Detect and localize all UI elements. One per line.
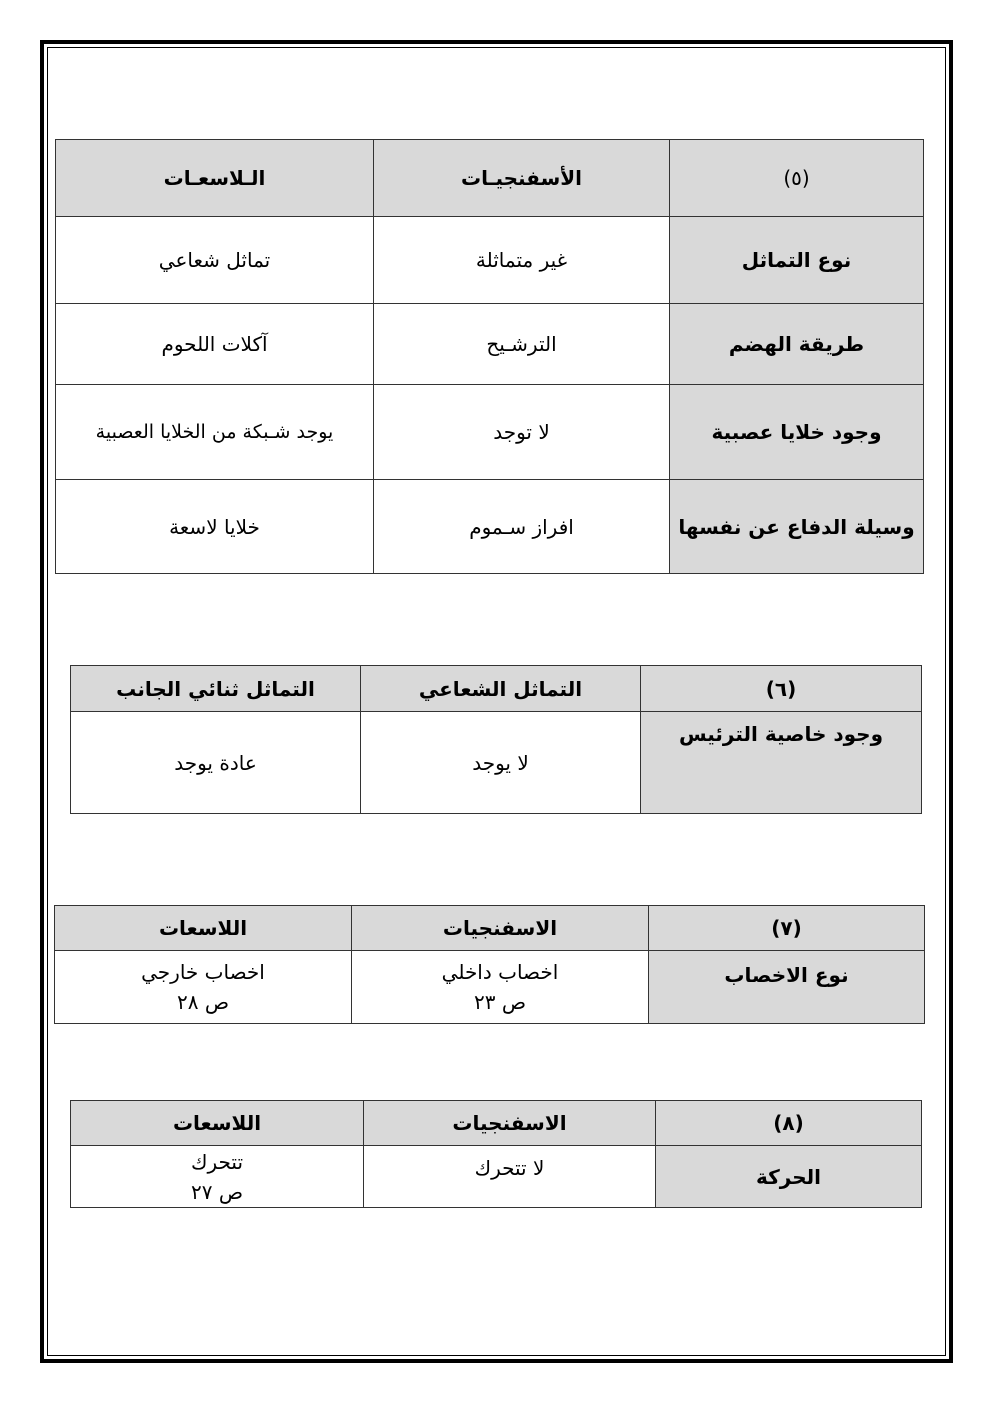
row-label: وسيلة الدفاع عن نفسها (670, 480, 924, 574)
table-row (71, 712, 922, 814)
table5-header-cnidarians: الـلاسعـات (56, 140, 374, 217)
table6-header-bilateral: التماثل ثنائي الجانب (71, 666, 361, 712)
table5-number: (٥) (670, 140, 924, 217)
table-row (56, 480, 924, 574)
sponges-cell: غير متماثلة (374, 217, 670, 304)
table8-header-cnidarians: اللاسعات (71, 1101, 364, 1146)
cnidarians-value: تتحرك (190, 1149, 244, 1174)
table7-header-sponges: الاسفنجيات (352, 906, 649, 951)
table6-header-radial: التماثل الشعاعي (361, 666, 641, 712)
table-row (71, 1146, 922, 1208)
sponges-cell: الترشـيح (374, 304, 670, 385)
cnidarians-cell: يوجد شـبكة من الخلايا العصبية (56, 385, 374, 480)
row-label: نوع الاخصاب (649, 951, 925, 1024)
cnidarians-page-ref: ص ٢٧ (190, 1179, 244, 1204)
sponges-cell: افراز سـموم (374, 480, 670, 574)
row-label: طريقة الهضم (670, 304, 924, 385)
sponges-cell: لا تتحرك (364, 1146, 656, 1208)
cnidarians-cell: تماثل شعاعي (56, 217, 374, 304)
row-label: نوع التماثل (670, 217, 924, 304)
radial-cell: لا يوجد (361, 712, 641, 814)
row-label: وجود خلايا عصبية (670, 385, 924, 480)
table6-number: (٦) (641, 666, 922, 712)
comparison-table-6 (70, 665, 922, 814)
cnidarians-page-ref: ص ٢٨ (176, 990, 230, 1014)
comparison-table-5 (55, 139, 924, 574)
table7-header-cnidarians: اللاسعات (55, 906, 352, 951)
table7-number: (٧) (649, 906, 925, 951)
sponges-value: اخصاب داخلي (441, 960, 559, 984)
table5-header-sponges: الأسفنجيـات (374, 140, 670, 217)
comparison-table-7 (54, 905, 925, 1024)
table8-header-sponges: الاسفنجيات (364, 1101, 656, 1146)
cnidarians-cell (71, 1146, 364, 1208)
table-row (56, 217, 924, 304)
row-label: وجود خاصية الترئيس (641, 712, 922, 814)
table-row (56, 385, 924, 480)
table-row (56, 304, 924, 385)
bilateral-cell: عادة يوجد (71, 712, 361, 814)
table-row (55, 951, 925, 1024)
sponges-page-ref: ص ٢٣ (473, 990, 527, 1014)
cnidarians-cell (55, 951, 352, 1024)
cnidarians-cell: خلايا لاسعة (56, 480, 374, 574)
table8-number: (٨) (656, 1101, 922, 1146)
row-label: الحركة (656, 1146, 922, 1208)
cnidarians-value: اخصاب خارجي (141, 960, 265, 984)
sponges-cell (352, 951, 649, 1024)
sponges-cell: لا توجد (374, 385, 670, 480)
comparison-table-8 (70, 1100, 922, 1208)
cnidarians-cell: آكلات اللحوم (56, 304, 374, 385)
